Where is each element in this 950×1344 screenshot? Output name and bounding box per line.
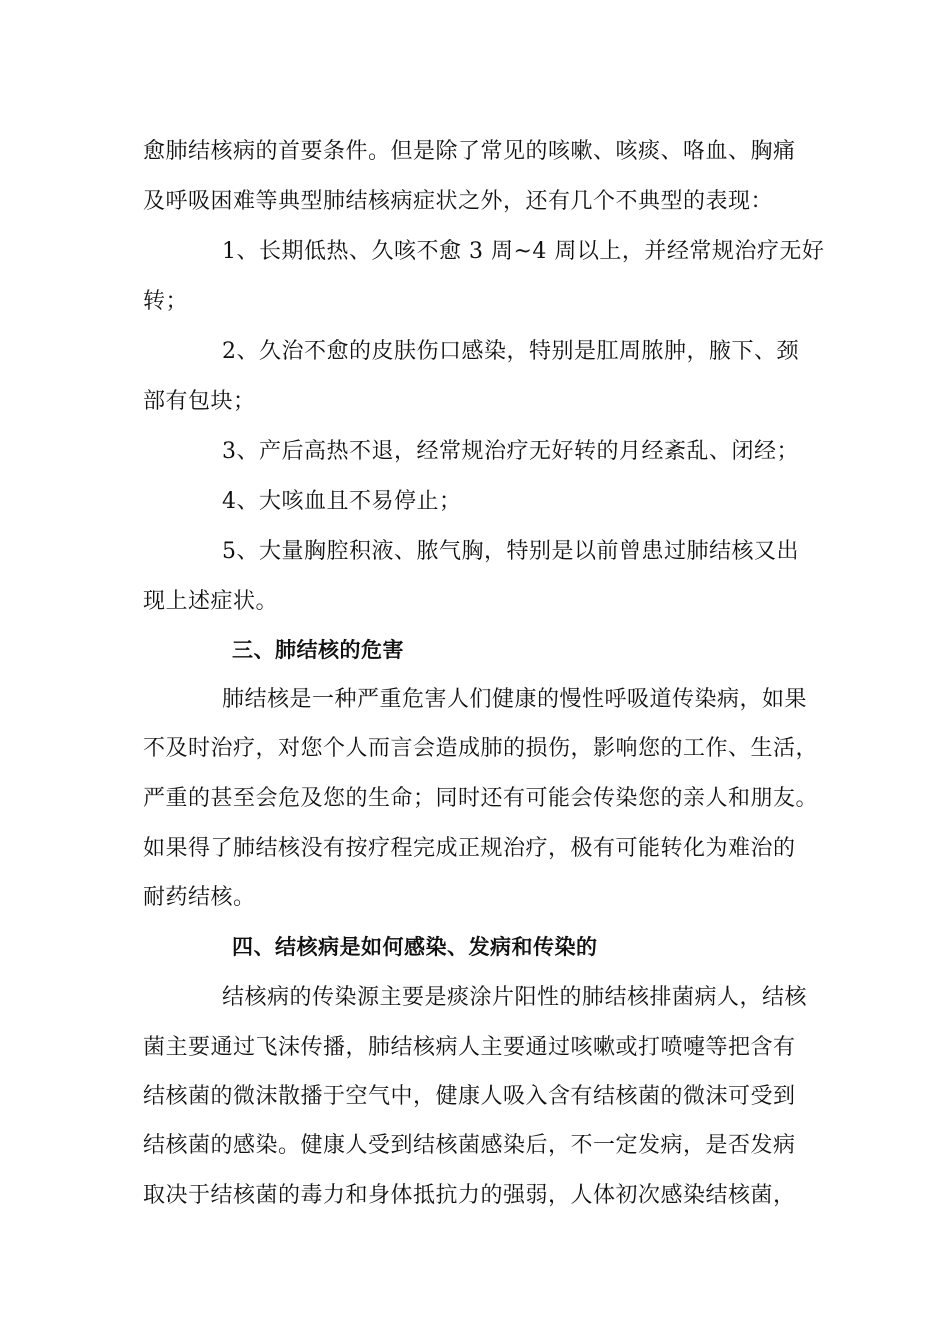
text-line: 及呼吸困难等典型肺结核病症状之外，还有几个不典型的表现： (143, 189, 774, 214)
section-heading: 三、肺结核的危害 (232, 638, 404, 662)
paragraph-line: 肺结核是一种严重危害人们健康的慢性呼吸道传染病，如果 (222, 687, 808, 712)
text-line: 转； (143, 289, 189, 314)
paragraph-line: 结核菌的感染。健康人受到结核菌感染后，不一定发病，是否发病 (143, 1133, 796, 1158)
paragraph-line: 不及时治疗，对您个人而言会造成肺的损伤，影响您的工作、生活， (143, 736, 819, 761)
text-line: 愈肺结核病的首要条件。但是除了常见的咳嗽、咳痰、咯血、胸痛 (143, 139, 796, 164)
paragraph-line: 菌主要通过飞沫传播，肺结核病人主要通过咳嗽或打喷嚏等把含有 (143, 1035, 796, 1060)
list-item-3: 3、产后高热不退，经常规治疗无好转的月经紊乱、闭经； (222, 439, 799, 464)
section-heading: 四、结核病是如何感染、发病和传染的 (232, 935, 598, 959)
paragraph-line: 结核菌的微沫散播于空气中，健康人吸入含有结核菌的微沫可受到 (143, 1084, 796, 1109)
list-item-4: 4、大咳血且不易停止； (222, 489, 462, 514)
paragraph-line: 耐药结核。 (143, 885, 256, 910)
paragraph-line: 严重的甚至会危及您的生命；同时还有可能会传染您的亲人和朋友。 (143, 786, 819, 811)
paragraph-line: 取决于结核菌的毒力和身体抵抗力的强弱，人体初次感染结核菌， (143, 1183, 796, 1208)
paragraph-line: 如果得了肺结核没有按疗程完成正规治疗，极有可能转化为难治的 (143, 836, 796, 861)
text-line: 部有包块； (143, 389, 256, 414)
list-item-1: 1、长期低热、久咳不愈 3 周~4 周以上，并经常规治疗无好 (222, 239, 825, 264)
list-item-2: 2、久治不愈的皮肤伤口感染，特别是肛周脓肿，腋下、颈 (222, 339, 799, 364)
list-item-5: 5、大量胸腔积液、脓气胸，特别是以前曾患过肺结核又出 (222, 539, 799, 564)
text-line: 现上述症状。 (143, 589, 279, 614)
paragraph-line: 结核病的传染源主要是痰涂片阳性的肺结核排菌病人，结核 (222, 985, 808, 1010)
